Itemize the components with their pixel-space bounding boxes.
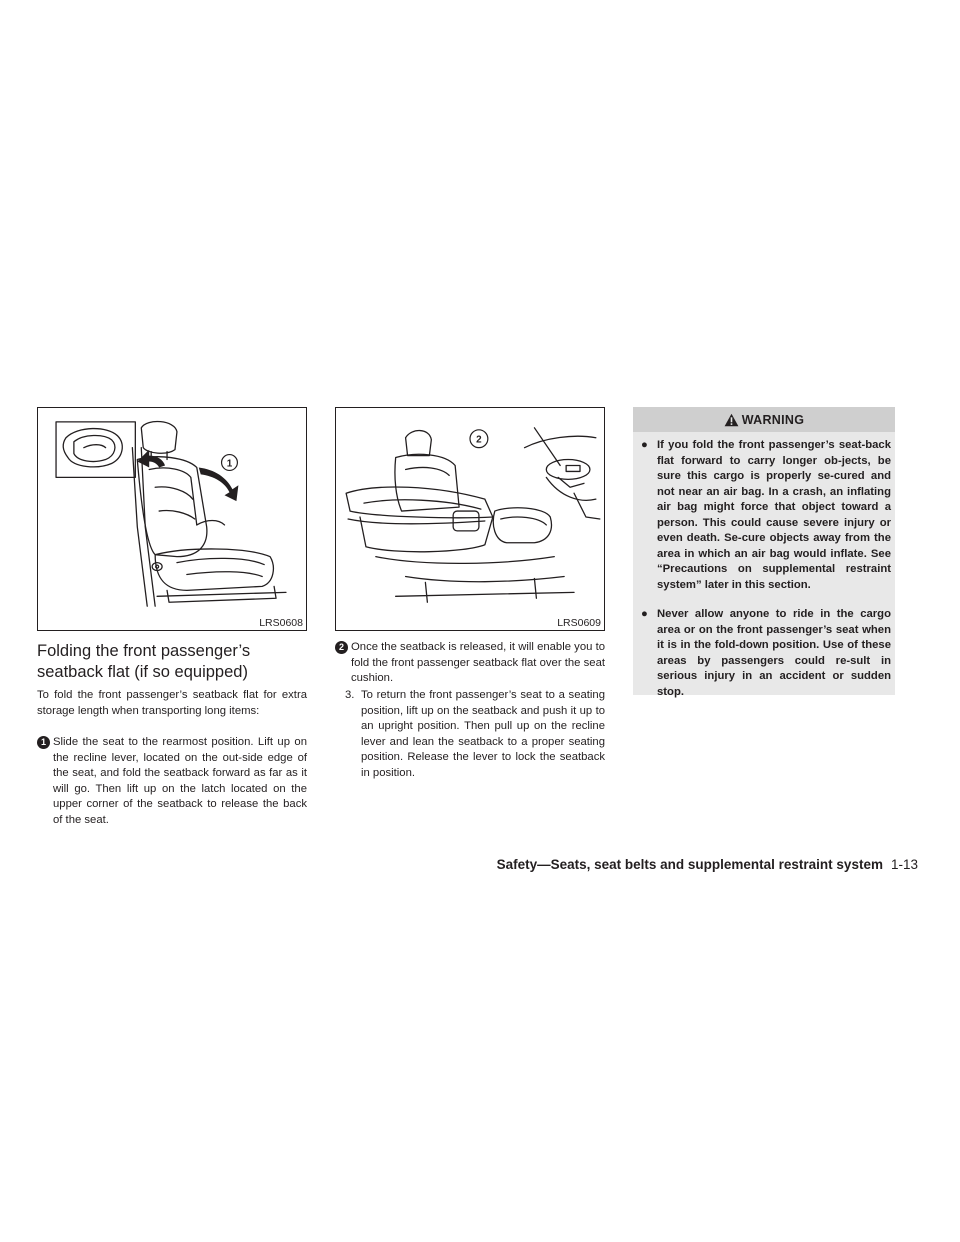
figure-callout: 2 [476, 434, 482, 446]
page-number: 1-13 [890, 857, 918, 872]
chapter-title: Safety—Seats, seat belts and supplemental restraint system [496, 857, 883, 872]
warning-item-1 [641, 438, 891, 593]
warning-triangle-icon [724, 413, 739, 427]
page-footer [497, 857, 918, 872]
step-marker-2: 2 [335, 641, 348, 654]
seat-recline-illustration [38, 408, 306, 630]
warning-text: Never allow anyone to ride in the cargo area or on the front passenger’s seat when it is in the fold-down position. Use of these areas by passengers could re-sult in serious injury in an accident or sudden stop. [657, 608, 891, 698]
figure-seat-recline [37, 407, 307, 631]
figure-code: LRS0609 [557, 617, 601, 629]
warning-item-2 [641, 607, 891, 700]
step-1 [37, 735, 307, 828]
step-3 [345, 688, 605, 781]
step-text: To return the front passenger’s seat to a seating position, lift up on the seatback and push it up to an upright position. Then pull up on the recline lever and lean the seatback to a proper seating position. Release the lever to lock the seatback in position. [361, 689, 605, 779]
bullet: ● [641, 439, 648, 451]
seat-folded-illustration [336, 408, 604, 630]
step-marker-3: 3. [345, 689, 355, 701]
warning-box [633, 407, 895, 698]
warning-title: WARNING [741, 412, 805, 427]
figure-code: LRS0608 [259, 617, 303, 629]
figure-callout: 1 [226, 458, 233, 470]
warning-text: If you fold the front passenger’s seat-back flat forward to carry longer ob-jects, be sure this cargo is properly se-cured and not near an air bag. In a crash, an inflating air bag might force that object toward a person. This could cause severe injury or even death. Se-cure objects away from the area in which an air bag would inflate. See “Precautions on supplemental restraint system” later in this section. [657, 439, 891, 591]
bullet: ● [641, 608, 648, 620]
warning-header [633, 407, 895, 432]
step-text: Slide the seat to the rearmost position. Lift up on the recline lever, located on the out-side edge of the seat, and fold the seatback forward as far as it will go. Then lift up on the latch located on the upper corner of the seatback to release the back of the seat. [53, 736, 307, 826]
intro-paragraph: To fold the front passenger’s seatback flat for extra storage length when transporting long items: [37, 689, 307, 717]
figure-seat-folded-flat [335, 407, 605, 631]
section-title: Folding the front passenger’s seatback flat (if so equipped) [37, 642, 251, 681]
step-marker-1: 1 [37, 736, 50, 749]
step-2 [335, 640, 605, 687]
step-text: Once the seatback is released, it will enable you to fold the front passenger seatback flat over the seat cushion. [351, 641, 605, 684]
